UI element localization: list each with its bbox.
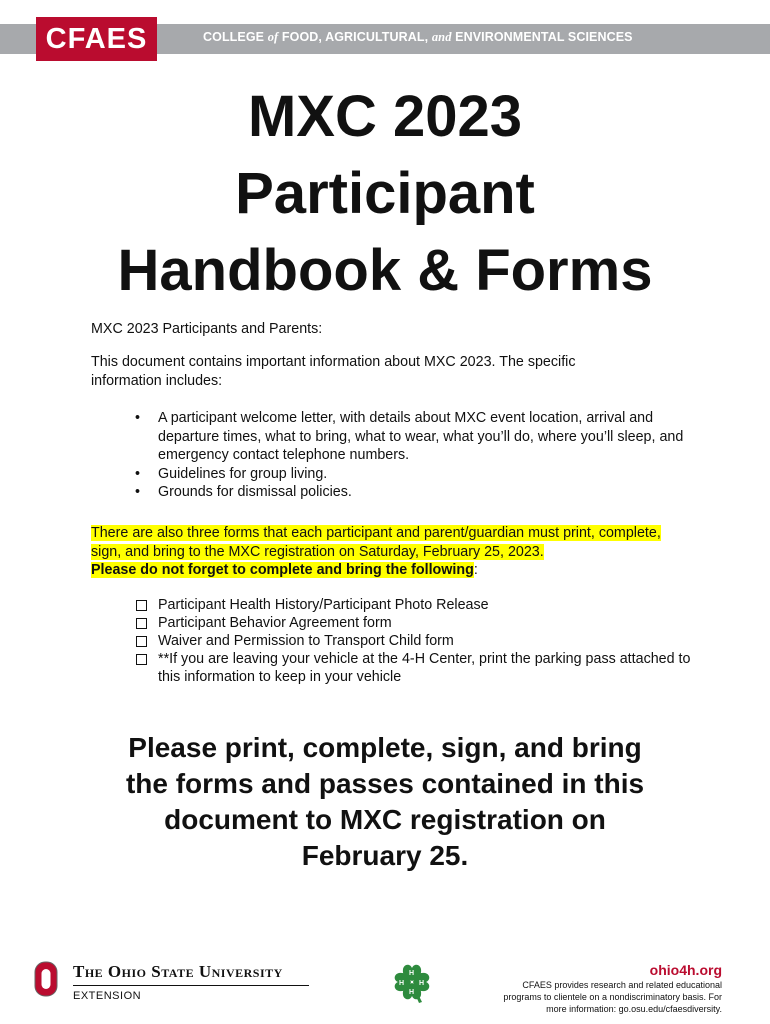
registration-callout <box>0 730 770 874</box>
forms-notice-text: There are also three forms that each participant and parent/guardian must print, complete, sign, and bring to the MXC registration on Saturday, February 25, 2023. <box>91 525 661 560</box>
svg-text:H: H <box>409 989 415 996</box>
list-item <box>136 614 696 632</box>
greeting: MXC 2023 Participants and Parents: <box>91 321 323 337</box>
university-divider <box>73 985 309 986</box>
title-line-3: Handbook & Forms <box>117 238 653 303</box>
four-h-clover-icon <box>388 958 436 1006</box>
checklist-label: Waiver and Permission to Transport Child form <box>158 633 454 649</box>
checklist-label: Participant Health History/Participant Photo Release <box>158 597 489 613</box>
checklist-label: **If you are leaving your vehicle at the 4-H Center, print the parking pass attached to this information to keep in your vehicle <box>158 651 691 685</box>
callout-line-1: Please print, complete, sign, and bring <box>128 732 642 763</box>
forms-notice <box>91 524 671 580</box>
svg-text:H: H <box>409 970 415 977</box>
college-text-2: FOOD, AGRICULTURAL, <box>278 30 432 44</box>
forms-notice-colon: : <box>473 562 478 578</box>
college-name <box>203 30 633 45</box>
intro-paragraph: This document contains important information about MXC 2023. The specific information includes: <box>91 354 576 389</box>
info-bullet-list <box>133 409 693 502</box>
forms-notice-bold: Please do not forget to complete and bring the following <box>91 562 474 578</box>
college-text-1: COLLEGE <box>203 30 268 44</box>
checkbox-icon <box>136 618 147 629</box>
forms-checklist <box>136 596 696 686</box>
callout-line-3: document to MXC registration on <box>164 804 606 835</box>
list-item: • Grounds for dismissal policies. <box>133 483 693 502</box>
college-text-and: and <box>431 30 452 44</box>
college-text-of: of <box>267 30 279 44</box>
title-line-2: Participant <box>235 161 535 226</box>
list-item <box>136 650 696 686</box>
extension-label: EXTENSION <box>73 990 142 1002</box>
document-title <box>0 78 770 309</box>
checklist-label: Participant Behavior Agreement form <box>158 615 392 631</box>
college-text-3: ENVIRONMENTAL SCIENCES <box>451 30 633 44</box>
list-item <box>136 632 696 650</box>
cfaes-logo: CFAES <box>36 17 157 61</box>
nondiscrimination-disclaimer: CFAES provides research and related educational programs to clientele on a nondiscriminatory basis. For more information: go.osu.edu/cfaesdiversity. <box>503 980 722 1014</box>
checkbox-icon <box>136 636 147 647</box>
ohio4h-site: ohio4h.org <box>649 962 722 978</box>
checkbox-icon <box>136 654 147 665</box>
list-item: • A participant welcome letter, with details about MXC event location, arrival and departure times, what to bring, what to wear, what you’ll do, where you’ll sleep, and emergency contact telephone numbers. <box>133 409 693 465</box>
callout-line-4: February 25. <box>301 840 469 871</box>
svg-text:H: H <box>399 980 405 987</box>
checkbox-icon <box>136 600 147 611</box>
osu-block-o-icon <box>34 961 58 997</box>
list-item <box>136 596 696 614</box>
title-line-1: MXC 2023 <box>247 84 523 149</box>
university-name: The Ohio State University <box>73 962 283 981</box>
list-item: • Guidelines for group living. <box>133 465 693 484</box>
svg-text:H: H <box>419 980 425 987</box>
callout-line-2: the forms and passes contained in this <box>125 768 645 799</box>
